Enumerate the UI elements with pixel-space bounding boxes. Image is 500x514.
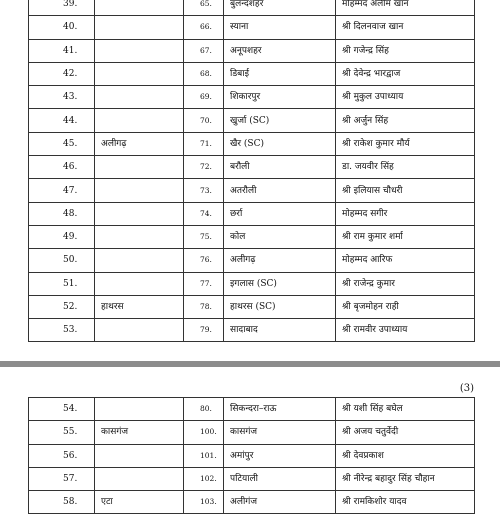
constituency-name-cell: शिकारपुर (224, 86, 336, 109)
member-name-cell: श्री रामवीर उपाध्याय (336, 319, 475, 342)
table-row (29, 272, 475, 295)
district-cell (95, 249, 184, 272)
district-cell (95, 86, 184, 109)
district-cell (95, 272, 184, 295)
table-row (29, 295, 475, 318)
table-row (29, 319, 475, 342)
table-row (29, 467, 475, 490)
district-cell (95, 109, 184, 132)
constituency-number-cell: 75. (184, 225, 224, 248)
member-name-cell: डा. जयवीर सिंह (336, 156, 475, 179)
table-row (29, 202, 475, 225)
serial-number-cell: 48. (29, 202, 95, 225)
member-name-cell: श्री राजेन्द्र कुमार (336, 272, 475, 295)
constituency-number-cell: 73. (184, 179, 224, 202)
constituency-name-cell: सादाबाद (224, 319, 336, 342)
member-name-cell: मोहम्मद अलीम खान (336, 0, 475, 16)
member-name-cell: श्री देवेन्द्र भारद्वाज (336, 62, 475, 85)
constituency-number-cell: 66. (184, 16, 224, 39)
district-cell (95, 467, 184, 490)
constituency-number-cell: 100. (184, 421, 224, 444)
constituency-table-top (28, 0, 475, 342)
constituency-name-cell: पटियाली (224, 467, 336, 490)
constituency-name-cell: अलीगढ़ (224, 249, 336, 272)
constituency-number-cell: 72. (184, 156, 224, 179)
constituency-number-cell: 65. (184, 0, 224, 16)
member-name-cell: श्री गजेन्द्र सिंह (336, 39, 475, 62)
constituency-name-cell: सिकन्दरा–राऊ (224, 398, 336, 421)
member-name-cell: श्री अर्जुन सिंह (336, 109, 475, 132)
constituency-number-cell: 79. (184, 319, 224, 342)
constituency-number-cell: 71. (184, 132, 224, 155)
constituency-number-cell: 67. (184, 39, 224, 62)
constituency-name-cell: छर्रा (224, 202, 336, 225)
constituency-number-cell: 78. (184, 295, 224, 318)
member-name-cell: श्री इलियास चौधरी (336, 179, 475, 202)
constituency-name-cell: इगलास (SC) (224, 272, 336, 295)
serial-number-cell: 51. (29, 272, 95, 295)
constituency-name-cell: अमांपुर (224, 444, 336, 467)
constituency-name-cell: खुर्जा (SC) (224, 109, 336, 132)
serial-number-cell: 56. (29, 444, 95, 467)
serial-number-cell: 55. (29, 421, 95, 444)
member-name-cell: श्री यशी सिंह बघेल (336, 398, 475, 421)
table-row (29, 86, 475, 109)
table-row (29, 249, 475, 272)
table-row (29, 156, 475, 179)
serial-number-cell: 41. (29, 39, 95, 62)
district-cell (95, 16, 184, 39)
serial-number-cell: 44. (29, 109, 95, 132)
member-name-cell: श्री मुकुल उपाध्याय (336, 86, 475, 109)
district-cell (95, 39, 184, 62)
table-row (29, 398, 475, 421)
constituency-number-cell: 101. (184, 444, 224, 467)
constituency-name-cell: अलीगंज (224, 491, 336, 514)
page-number: (3) (459, 383, 474, 394)
member-name-cell: श्री नीरेन्द्र बहादुर सिंह चौहान (336, 467, 475, 490)
constituency-name-cell: हाथरस (SC) (224, 295, 336, 318)
constituency-name-cell: स्याना (224, 16, 336, 39)
serial-number-cell: 57. (29, 467, 95, 490)
table-row (29, 491, 475, 514)
member-name-cell: मोहम्मद आरिफ (336, 249, 475, 272)
serial-number-cell: 47. (29, 179, 95, 202)
constituency-name-cell: कासगंज (224, 421, 336, 444)
serial-number-cell: 43. (29, 86, 95, 109)
constituency-number-cell: 74. (184, 202, 224, 225)
member-name-cell: श्री राकेश कुमार मौर्य (336, 132, 475, 155)
table-row (29, 16, 475, 39)
constituency-number-cell: 70. (184, 109, 224, 132)
member-name-cell: मोहम्मद सगीर (336, 202, 475, 225)
constituency-name-cell: कोल (224, 225, 336, 248)
district-cell: कासगंज (95, 421, 184, 444)
page-separator (0, 361, 500, 367)
serial-number-cell: 45. (29, 132, 95, 155)
serial-number-cell: 53. (29, 319, 95, 342)
constituency-number-cell: 68. (184, 62, 224, 85)
district-cell: हाथरस (95, 295, 184, 318)
member-name-cell: श्री दिलनवाज खान (336, 16, 475, 39)
district-cell: एटा (95, 491, 184, 514)
serial-number-cell: 40. (29, 16, 95, 39)
district-cell (95, 444, 184, 467)
table-row (29, 132, 475, 155)
constituency-table-bottom (28, 397, 475, 514)
constituency-name-cell: बरौली (224, 156, 336, 179)
constituency-number-cell: 77. (184, 272, 224, 295)
serial-number-cell: 50. (29, 249, 95, 272)
district-cell (95, 179, 184, 202)
table-row (29, 109, 475, 132)
member-name-cell: श्री रामकिशोर यादव (336, 491, 475, 514)
district-cell: अलीगढ़ (95, 132, 184, 155)
serial-number-cell: 42. (29, 62, 95, 85)
constituency-number-cell: 103. (184, 491, 224, 514)
constituency-name-cell: अनूपशहर (224, 39, 336, 62)
serial-number-cell: 54. (29, 398, 95, 421)
serial-number-cell: 52. (29, 295, 95, 318)
member-name-cell: श्री अजय चतुर्वेदी (336, 421, 475, 444)
district-cell (95, 398, 184, 421)
district-cell (95, 319, 184, 342)
district-cell (95, 0, 184, 16)
district-cell (95, 202, 184, 225)
member-name-cell: श्री बृजमोहन राही (336, 295, 475, 318)
serial-number-cell: 46. (29, 156, 95, 179)
table-row (29, 62, 475, 85)
table-row (29, 179, 475, 202)
member-name-cell: श्री देवप्रकाश (336, 444, 475, 467)
table-row (29, 444, 475, 467)
table-row (29, 421, 475, 444)
table-row (29, 225, 475, 248)
constituency-number-cell: 76. (184, 249, 224, 272)
table-row (29, 39, 475, 62)
constituency-number-cell: 102. (184, 467, 224, 490)
constituency-name-cell: डिबाई (224, 62, 336, 85)
district-cell (95, 62, 184, 85)
table-row (29, 0, 475, 16)
constituency-number-cell: 69. (184, 86, 224, 109)
district-cell (95, 225, 184, 248)
constituency-number-cell: 80. (184, 398, 224, 421)
member-name-cell: श्री राम कुमार शर्मा (336, 225, 475, 248)
constituency-name-cell: अतरौली (224, 179, 336, 202)
serial-number-cell: 49. (29, 225, 95, 248)
district-cell (95, 156, 184, 179)
serial-number-cell: 58. (29, 491, 95, 514)
serial-number-cell: 39. (29, 0, 95, 16)
constituency-name-cell: बुलन्दशहर (224, 0, 336, 16)
constituency-name-cell: खैर (SC) (224, 132, 336, 155)
